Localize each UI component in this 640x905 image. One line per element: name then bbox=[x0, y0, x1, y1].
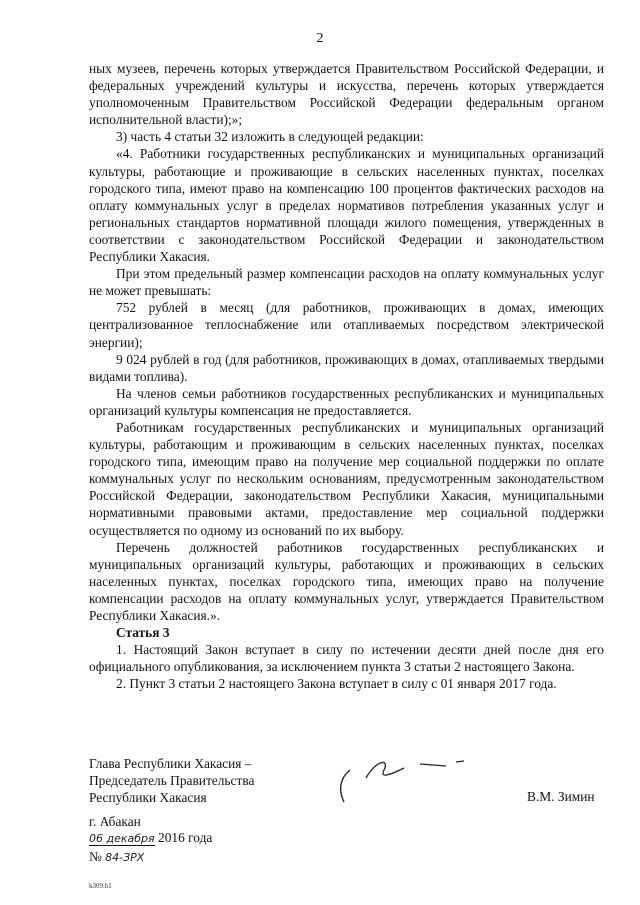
footer-code: k309.h1 bbox=[89, 882, 112, 890]
paragraph: 2. Пункт 3 статьи 2 настоящего Закона вступает в силу с 01 января 2017 года. bbox=[116, 676, 557, 692]
signatory-line: Глава Республики Хакасия – bbox=[89, 756, 252, 771]
paragraph: 3) часть 4 статьи 32 изложить в следующей редакции: bbox=[116, 129, 424, 145]
paragraph: «4. Работники государственных республиканских и муниципальных организаций культуры, работающие и проживающие в сельских населенных пунктах, поселках городского типа, имеют право на компенсацию 100 процентов фактических расходов на оплату коммунальных услуг в пределах нормативов потребления указанных услуг и региональных стандартов нормативной площади жилого помещения, утвержденных в соответствии с законодательством Российской Федерации и законодательством Республики Хакасия. bbox=[89, 146, 604, 265]
signing-date bbox=[89, 830, 212, 846]
number-prefix: № bbox=[89, 849, 102, 864]
paragraph: 1. Настоящий Закон вступает в силу по истечении десяти дней после дня его официального опубликования, за исключением пункта 3 статьи 2 настоящего Закона. bbox=[89, 642, 604, 675]
signatory-title bbox=[89, 755, 254, 806]
law-text bbox=[89, 60, 604, 692]
handwritten-signature bbox=[328, 748, 478, 808]
handwritten-number: 84-ЗРХ bbox=[105, 851, 145, 864]
page-number: 2 bbox=[316, 31, 324, 46]
paragraph: 752 рублей в месяц (для работников, проживающих в домах, имеющих централизованное теплоснабжение или отапливаемых посредством электрической энергии); bbox=[89, 300, 604, 350]
signatory-line: Председатель Правительства bbox=[89, 773, 255, 788]
signatory-line: Республики Хакасия bbox=[89, 790, 207, 805]
place: г. Абакан bbox=[89, 814, 141, 829]
signatory-name: В.М. Зимин bbox=[527, 789, 595, 804]
handwritten-date: 06 декабря bbox=[89, 832, 155, 845]
paragraph: 9 024 рублей в год (для работников, проживающих в домах, отапливаемых твердыми видами топлива). bbox=[89, 351, 604, 384]
paragraph: На членов семьи работников государственных республиканских и муниципальных организаций культуры компенсация не предоставляется. bbox=[89, 385, 604, 418]
paragraph: При этом предельный размер компенсации расходов на оплату коммунальных услуг не может превышать: bbox=[89, 266, 604, 299]
paragraph: ных музеев, перечень которых утверждается Правительством Российской Федерации, и федеральных учреждений культуры и искусства, перечень которых утверждается уполномоченным Правительством Российской Федерации федеральным органом исполнительной власти);»; bbox=[89, 61, 604, 128]
paragraph: Перечень должностей работников государственных республиканских и муниципальных организаций культуры, работающих и проживающих в сельских населенных пунктах, поселках городского типа, имеющих право на получение компенсации расходов на оплату коммунальных услуг, утверждается Правительством Республики Хакасия.». bbox=[89, 539, 604, 623]
article-heading: Статья 3 bbox=[116, 625, 170, 641]
date-year: 2016 года bbox=[158, 830, 213, 845]
paragraph: Работникам государственных республиканских и муниципальных организаций культуры, работающим и проживающим в сельских населенных пунктах, поселках городского типа, имеющим право на получение мер социальной поддержки по оплате коммунальных услуг по нескольким основаниям, предусмотренным законодательством Российской Федерации, законодательством Республики Хакасия, муниципальными нормативными правовыми актами, предоставление мер социальной поддержки осуществляется по одному из оснований по их выбору. bbox=[89, 419, 604, 538]
law-number bbox=[89, 849, 144, 865]
